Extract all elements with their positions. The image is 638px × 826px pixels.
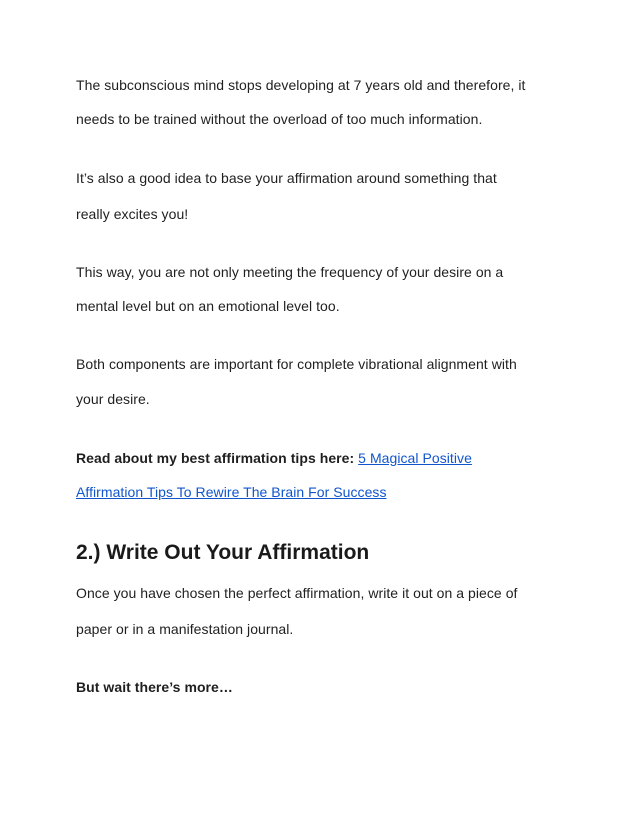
read-more-line [76,449,472,467]
paragraph-1-line-1: The subconscious mind stops developing at 7 years old and therefore, it [76,77,526,93]
section-paragraph-line-1: Once you have chosen the perfect affirmation, write it out on a piece of [76,585,518,601]
paragraph-3-line-1: This way, you are not only meeting the frequency of your desire on a [76,264,504,280]
paragraph-3-line-2: mental level but on an emotional level too. [76,298,340,314]
paragraph-2-line-2: really excites you! [76,206,189,222]
section-heading: 2.) Write Out Your Affirmation [76,541,370,564]
paragraph-4-line-1: Both components are important for complete vibrational alignment with [76,356,517,372]
affirmation-tips-link[interactable]: 5 Magical Positive [358,450,472,466]
affirmation-tips-link-continued[interactable]: Affirmation Tips To Rewire The Brain For Success [76,484,387,500]
paragraph-2-line-1: It’s also a good idea to base your affirmation around something that [76,170,497,186]
section-teaser: But wait there’s more… [76,679,233,695]
read-more-label: Read about my best affirmation tips here: [76,450,355,466]
section-paragraph-line-2: paper or in a manifestation journal. [76,621,294,637]
paragraph-1-line-2: needs to be trained without the overload of too much information. [76,111,483,127]
read-more-link-line-2 [76,483,387,501]
paragraph-4-line-2: your desire. [76,391,150,407]
